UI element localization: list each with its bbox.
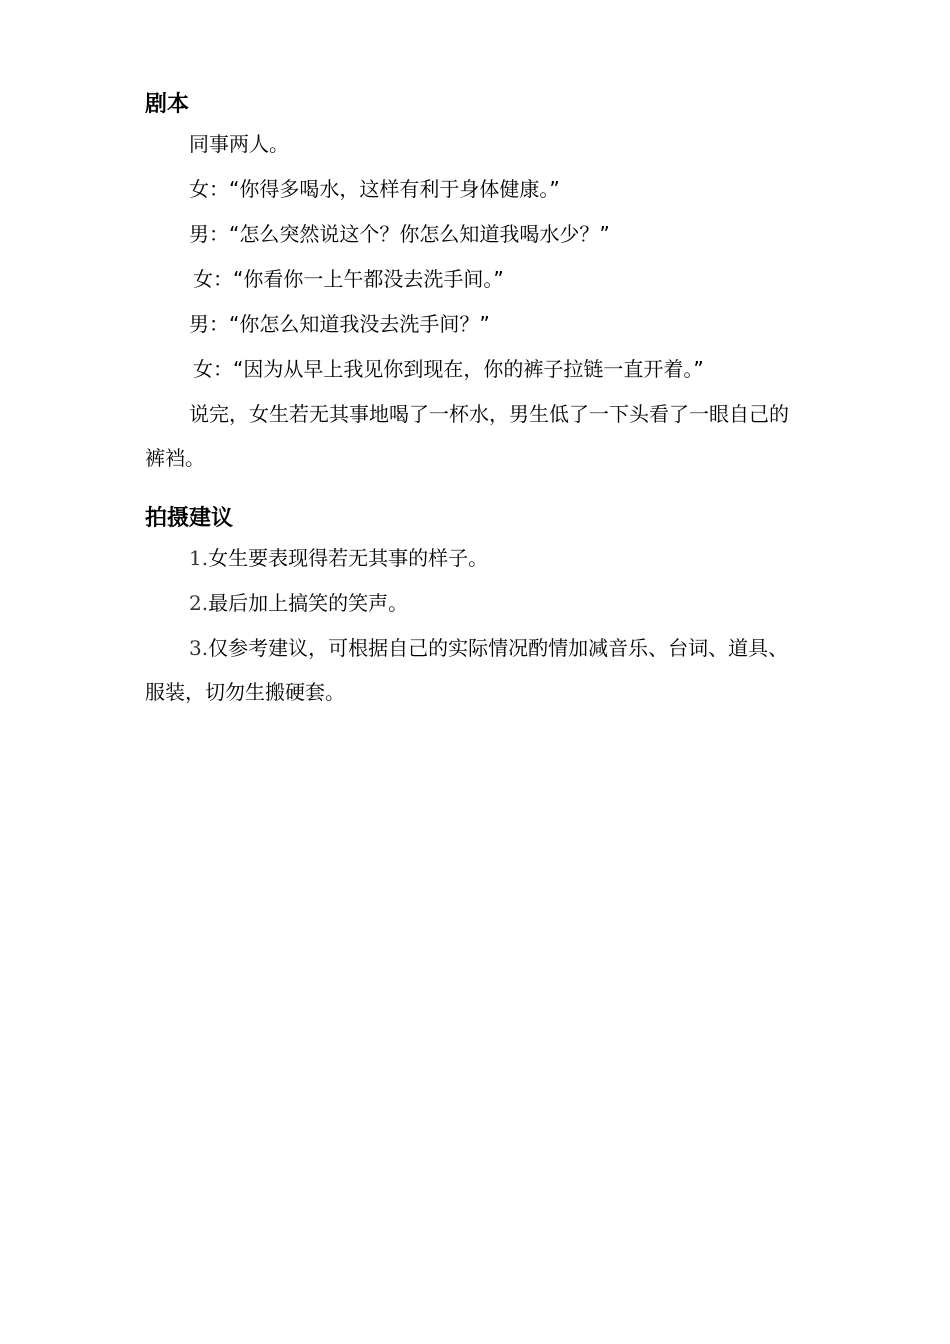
suggestion-item xyxy=(145,581,795,626)
script-heading: 剧本 xyxy=(145,92,190,117)
suggestion-number: 3. xyxy=(189,636,209,660)
script-line: 女：“你看你一上午都没去洗手间。” xyxy=(193,267,504,291)
suggestion-item xyxy=(145,536,795,581)
suggestion-text: 仅参考建议，可根据自己的实际情况酌情加减音乐、台词、道具、服装，切勿生搬硬套。 xyxy=(145,636,789,704)
document-content xyxy=(145,88,795,714)
script-line: 同事两人。 xyxy=(189,132,289,156)
suggestion-heading: 拍摄建议 xyxy=(145,506,234,531)
suggestion-number: 1. xyxy=(189,546,209,570)
script-line: 女：“因为从早上我见你到现在，你的裤子拉链一直开着。” xyxy=(193,357,704,381)
suggestion-number: 2. xyxy=(189,591,209,615)
script-line: 男：“你怎么知道我没去洗手间？” xyxy=(189,312,490,336)
suggestion-item xyxy=(145,626,795,714)
script-line: 说完，女生若无其事地喝了一杯水，男生低了一下头看了一眼自己的裤裆。 xyxy=(145,402,789,470)
script-line: 男：“怎么突然说这个？你怎么知道我喝水少？” xyxy=(189,222,610,246)
suggestion-text: 女生要表现得若无其事的样子。 xyxy=(208,546,489,570)
suggestion-text: 最后加上搞笑的笑声。 xyxy=(208,591,409,615)
section-spacer xyxy=(145,480,795,502)
script-line: 女：“你得多喝水，这样有利于身体健康。” xyxy=(189,177,560,201)
